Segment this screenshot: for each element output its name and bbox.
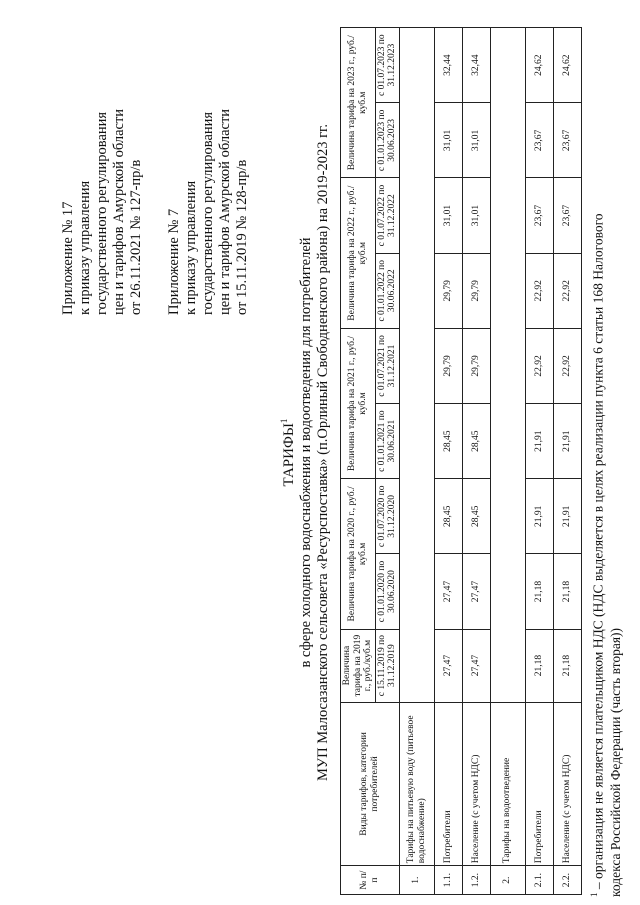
tariff-cell: 27,47 [434,554,462,629]
appendix-line: цен и тарифов Амурской области [217,108,233,315]
tariff-cell: 29,79 [462,253,490,328]
tariff-cell: 21,18 [553,629,581,702]
footnote-line-1 [586,27,607,897]
tariff-cell: 28,45 [462,404,490,479]
header-year-2020: Величина тарифа на 2020 г., руб./куб.м [341,479,376,629]
row-label: Потребители [434,702,462,866]
row-number: 1. [399,866,434,895]
tariff-cell: 28,45 [462,479,490,554]
appendix-line: государственного регулирования [200,111,216,315]
table-row [553,28,581,895]
tariff-cell: 29,79 [462,328,490,403]
period-2021b: с 01.07.2021 по 31.12.2021 [375,328,399,403]
tariff-cell: 22,92 [553,328,581,403]
tariff-cell: 32,44 [462,28,490,103]
tariff-cell: 21,18 [553,554,581,629]
tariff-cell: 23,67 [525,103,553,178]
period-2023a: с 01.01.2023 по 30.06.2023 [375,103,399,178]
table-row [434,28,462,895]
period-2020b: с 01.07.2020 по 31.12.2020 [375,479,399,554]
table-group-row [399,28,434,895]
table-group-row [490,28,525,895]
heading-line-1: в сфере холодного водоснабжения и водоотведения для потребителей [298,237,314,668]
tariff-cell: 21,91 [525,479,553,554]
period-2022a: с 01.01.2022 по 30.06.2022 [375,253,399,328]
tariff-cell: 28,45 [434,479,462,554]
header-year-2019: Величина тарифа на 2019 г., руб./куб.м [341,629,376,702]
appendix-line: государственного регулирования [94,111,110,315]
tariff-cell: 27,47 [462,554,490,629]
tariff-cell: 21,91 [553,404,581,479]
period-2023b: с 01.07.2023 по 31.12.2023 [375,28,399,103]
appendix-line: от 26.11.2021 № 127-пр/в [128,159,144,315]
period-2019: с 15.11.2019 по 31.12.2019 [375,629,399,702]
document-heading [276,0,332,905]
period-2020a: с 01.01.2020 по 30.06.2020 [375,554,399,629]
row-number: 1.1. [434,866,462,895]
tariff-cell: 22,92 [525,328,553,403]
appendix-line: к приказу управления [77,180,93,315]
title-text: ТАРИФЫ [281,423,297,487]
tariff-cell: 29,79 [434,328,462,403]
heading-line-2: МУП Малосазанского сельсовета «Ресурспоставка» (п.Орлиный Свободненского района) на 2019-2023 гг. [315,124,331,781]
empty-cell [490,28,525,703]
row-number: 2.2. [553,866,581,895]
period-2021a: с 01.01.2021 по 30.06.2021 [375,404,399,479]
appendix-line: цен и тарифов Амурской области [111,108,127,315]
header-year-2021: Величина тарифа на 2021 г., руб./куб.м [341,328,376,478]
period-2022b: с 01.07.2022 по 31.12.2022 [375,178,399,253]
footnote [586,27,624,897]
tariff-cell: 27,47 [462,629,490,702]
tariff-cell: 27,47 [434,629,462,702]
tariff-cell: 31,01 [462,103,490,178]
tariff-cell: 24,62 [525,28,553,103]
header-year-2023: Величина тарифа на 2023 г., руб./куб.м [341,28,376,178]
tariff-cell: 22,92 [553,253,581,328]
row-number: 2.1. [525,866,553,895]
tariff-cell: 21,91 [525,404,553,479]
appendix-block-1 [60,109,145,315]
row-label: Тарифы на питьевую воду (питьевое водоснабжение) [399,702,434,866]
appendix-line: Приложение № 7 [166,208,182,315]
tariff-cell: 24,62 [553,28,581,103]
header-year-2022: Величина тарифа на 2022 г., руб./куб.м [341,178,376,328]
header-kind: Виды тарифов, категории потребителей [341,702,400,866]
footnote-line-2: кодекса Российской Федерации (часть вторая)) [607,627,623,897]
tariff-cell: 28,45 [434,404,462,479]
tariff-cell: 22,92 [525,253,553,328]
row-label: Тарифы на водоотведение [490,702,525,866]
appendix-line: Приложение № 17 [60,201,76,315]
row-number: 2. [490,866,525,895]
appendix-line: к приказу управления [183,180,199,315]
tariff-table [340,27,582,895]
table-header-row [341,28,376,895]
tariff-cell: 29,79 [434,253,462,328]
tariff-cell: 23,67 [525,178,553,253]
tariff-cell: 21,91 [553,479,581,554]
tariff-cell: 23,67 [553,178,581,253]
tariff-cell: 21,18 [525,629,553,702]
title-footnote-mark: 1 [279,418,289,424]
footnote-mark: 1 [589,892,599,897]
tariff-cell: 31,01 [462,178,490,253]
table-row [525,28,553,895]
tariff-cell: 23,67 [553,103,581,178]
row-label: Население (с учетом НДС) [553,702,581,866]
row-label: Потребители [525,702,553,866]
table-row [462,28,490,895]
tariff-cell: 21,18 [525,554,553,629]
empty-cell [399,28,434,703]
tariff-cell: 31,01 [434,178,462,253]
tariff-cell: 31,01 [434,103,462,178]
row-label: Население (с учетом НДС) [462,702,490,866]
row-number: 1.2. [462,866,490,895]
header-num: № п/п [341,866,400,895]
tariff-cell: 32,44 [434,28,462,103]
appendix-line: от 15.11.2019 № 128-пр/в [234,159,250,315]
footnote-text: – организация не является плательщиком НДС (НДС выделяется в целях реализации пункта 6 статьи 168 Налогового [590,213,606,893]
appendix-block-2 [166,109,251,315]
document-title [276,0,298,905]
